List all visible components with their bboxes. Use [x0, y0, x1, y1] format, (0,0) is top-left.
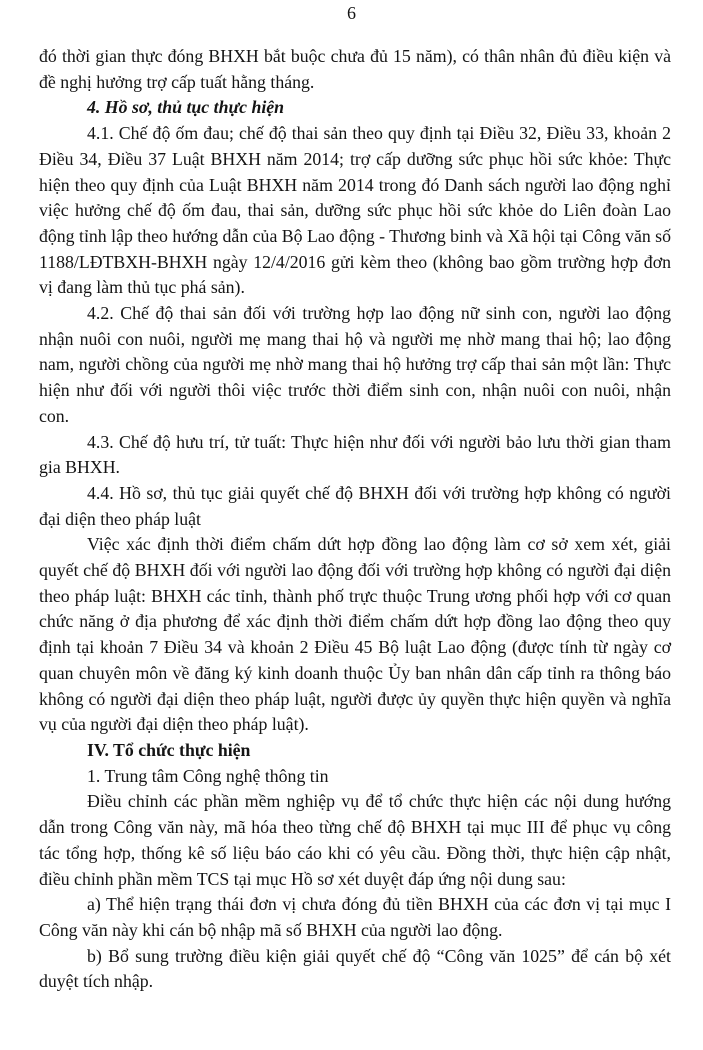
list-item-b: b) Bổ sung trường điều kiện giải quyết chế độ “Công văn 1025” để cán bộ xét duyệt tích nhập. — [39, 945, 671, 992]
paragraph-4-3: 4.3. Chế độ hưu trí, tử tuất: Thực hiện như đối với người bảo lưu thời gian tham gia BHXH. — [39, 431, 671, 478]
list-item-a: a) Thể hiện trạng thái đơn vị chưa đóng đủ tiền BHXH của các đơn vị tại mục I Công văn này khi cán bộ nhập mã số BHXH của người lao động. — [39, 894, 671, 940]
section-heading-ho-so-thu-tuc: 4. Hồ sơ, thủ tục thực hiện — [87, 97, 285, 118]
document-body — [39, 44, 671, 995]
part-heading-to-chuc-thuc-hien: IV. Tổ chức thực hiện — [87, 739, 251, 760]
paragraph-xac-dinh-thoi-diem: Việc xác định thời điểm chấm dứt hợp đồng lao động làm cơ sở xem xét, giải quyết chế độ BHXH đối với người lao động đối với trường hợp không có người đại diện theo pháp luật: BHXH các tỉnh, thành phố trực thuộc Trung ương phối hợp với cơ quan chức năng ở địa phương để xác định thời điểm chấm dứt hợp đồng lao động theo quy định tại khoản 7 Điều 34 và khoản 2 Điều 45 Bộ luật Lao động (được tính từ ngày cơ quan chuyên môn về đăng ký kinh doanh thuộc Ủy ban nhân dân cấp tỉnh ra thông báo không có người đại diện theo pháp luật, người được ủy quyền thực hiện quyền và nghĩa vụ của người đại diện theo pháp luật). — [39, 534, 671, 735]
paragraph-4-1: 4.1. Chế độ ốm đau; chế độ thai sản theo quy định tại Điều 32, Điều 33, khoản 2 Điều 34, Điều 37 Luật BHXH năm 2014; trợ cấp dưỡng sức phục hồi sức khỏe: Thực hiện theo quy định của Luật BHXH năm 2014 trong đó Danh sách người lao động nghỉ việc hưởng chế độ ốm đau, thai sản, dưỡng sức phục hồi sức khỏe do Liên đoàn Lao động tỉnh lập theo hướng dẫn của Bộ Lao động - Thương binh và Xã hội tại Công văn số 1188/LĐTBXH-BHXH ngày 12/4/2016 gửi kèm theo (không bao gồm trường hợp đơn vị đang làm thủ tục phá sản). — [39, 123, 671, 298]
paragraph-4-2: 4.2. Chế độ thai sản đối với trường hợp lao động nữ sinh con, người lao động nhận nuôi con nuôi, người mẹ mang thai hộ và người mẹ nhờ mang thai hộ; lao động nam, người chồng của người mẹ nhờ mang thai hộ hưởng trợ cấp thai sản một lần: Thực hiện như đối với người thôi việc trước thời điểm sinh con, nhận nuôi con nuôi, nhận con. — [39, 303, 671, 426]
paragraph-continuation: đó thời gian thực đóng BHXH bắt buộc chưa đủ 15 năm), có thân nhân đủ điều kiện và đề nghị hưởng trợ cấp tuất hằng tháng. — [39, 46, 671, 92]
page-number: 6 — [347, 3, 356, 23]
paragraph-4-4: 4.4. Hồ sơ, thủ tục giải quyết chế độ BHXH đối với trường hợp không có người đại diện theo pháp luật — [39, 482, 671, 529]
subheading-trung-tam-cntt: 1. Trung tâm Công nghệ thông tin — [87, 765, 329, 786]
paragraph-dieu-chinh-phan-mem: Điều chỉnh các phần mềm nghiệp vụ để tổ chức thực hiện các nội dung hướng dẫn trong Công văn này, mã hóa theo từng chế độ BHXH tại mục III để phục vụ công tác tổng hợp, thống kê số liệu báo cáo khi có yêu cầu. Đồng thời, thực hiện cập nhật, điều chỉnh phần mềm TCS tại mục Hồ sơ xét duyệt đáp ứng nội dung sau: — [39, 791, 671, 889]
